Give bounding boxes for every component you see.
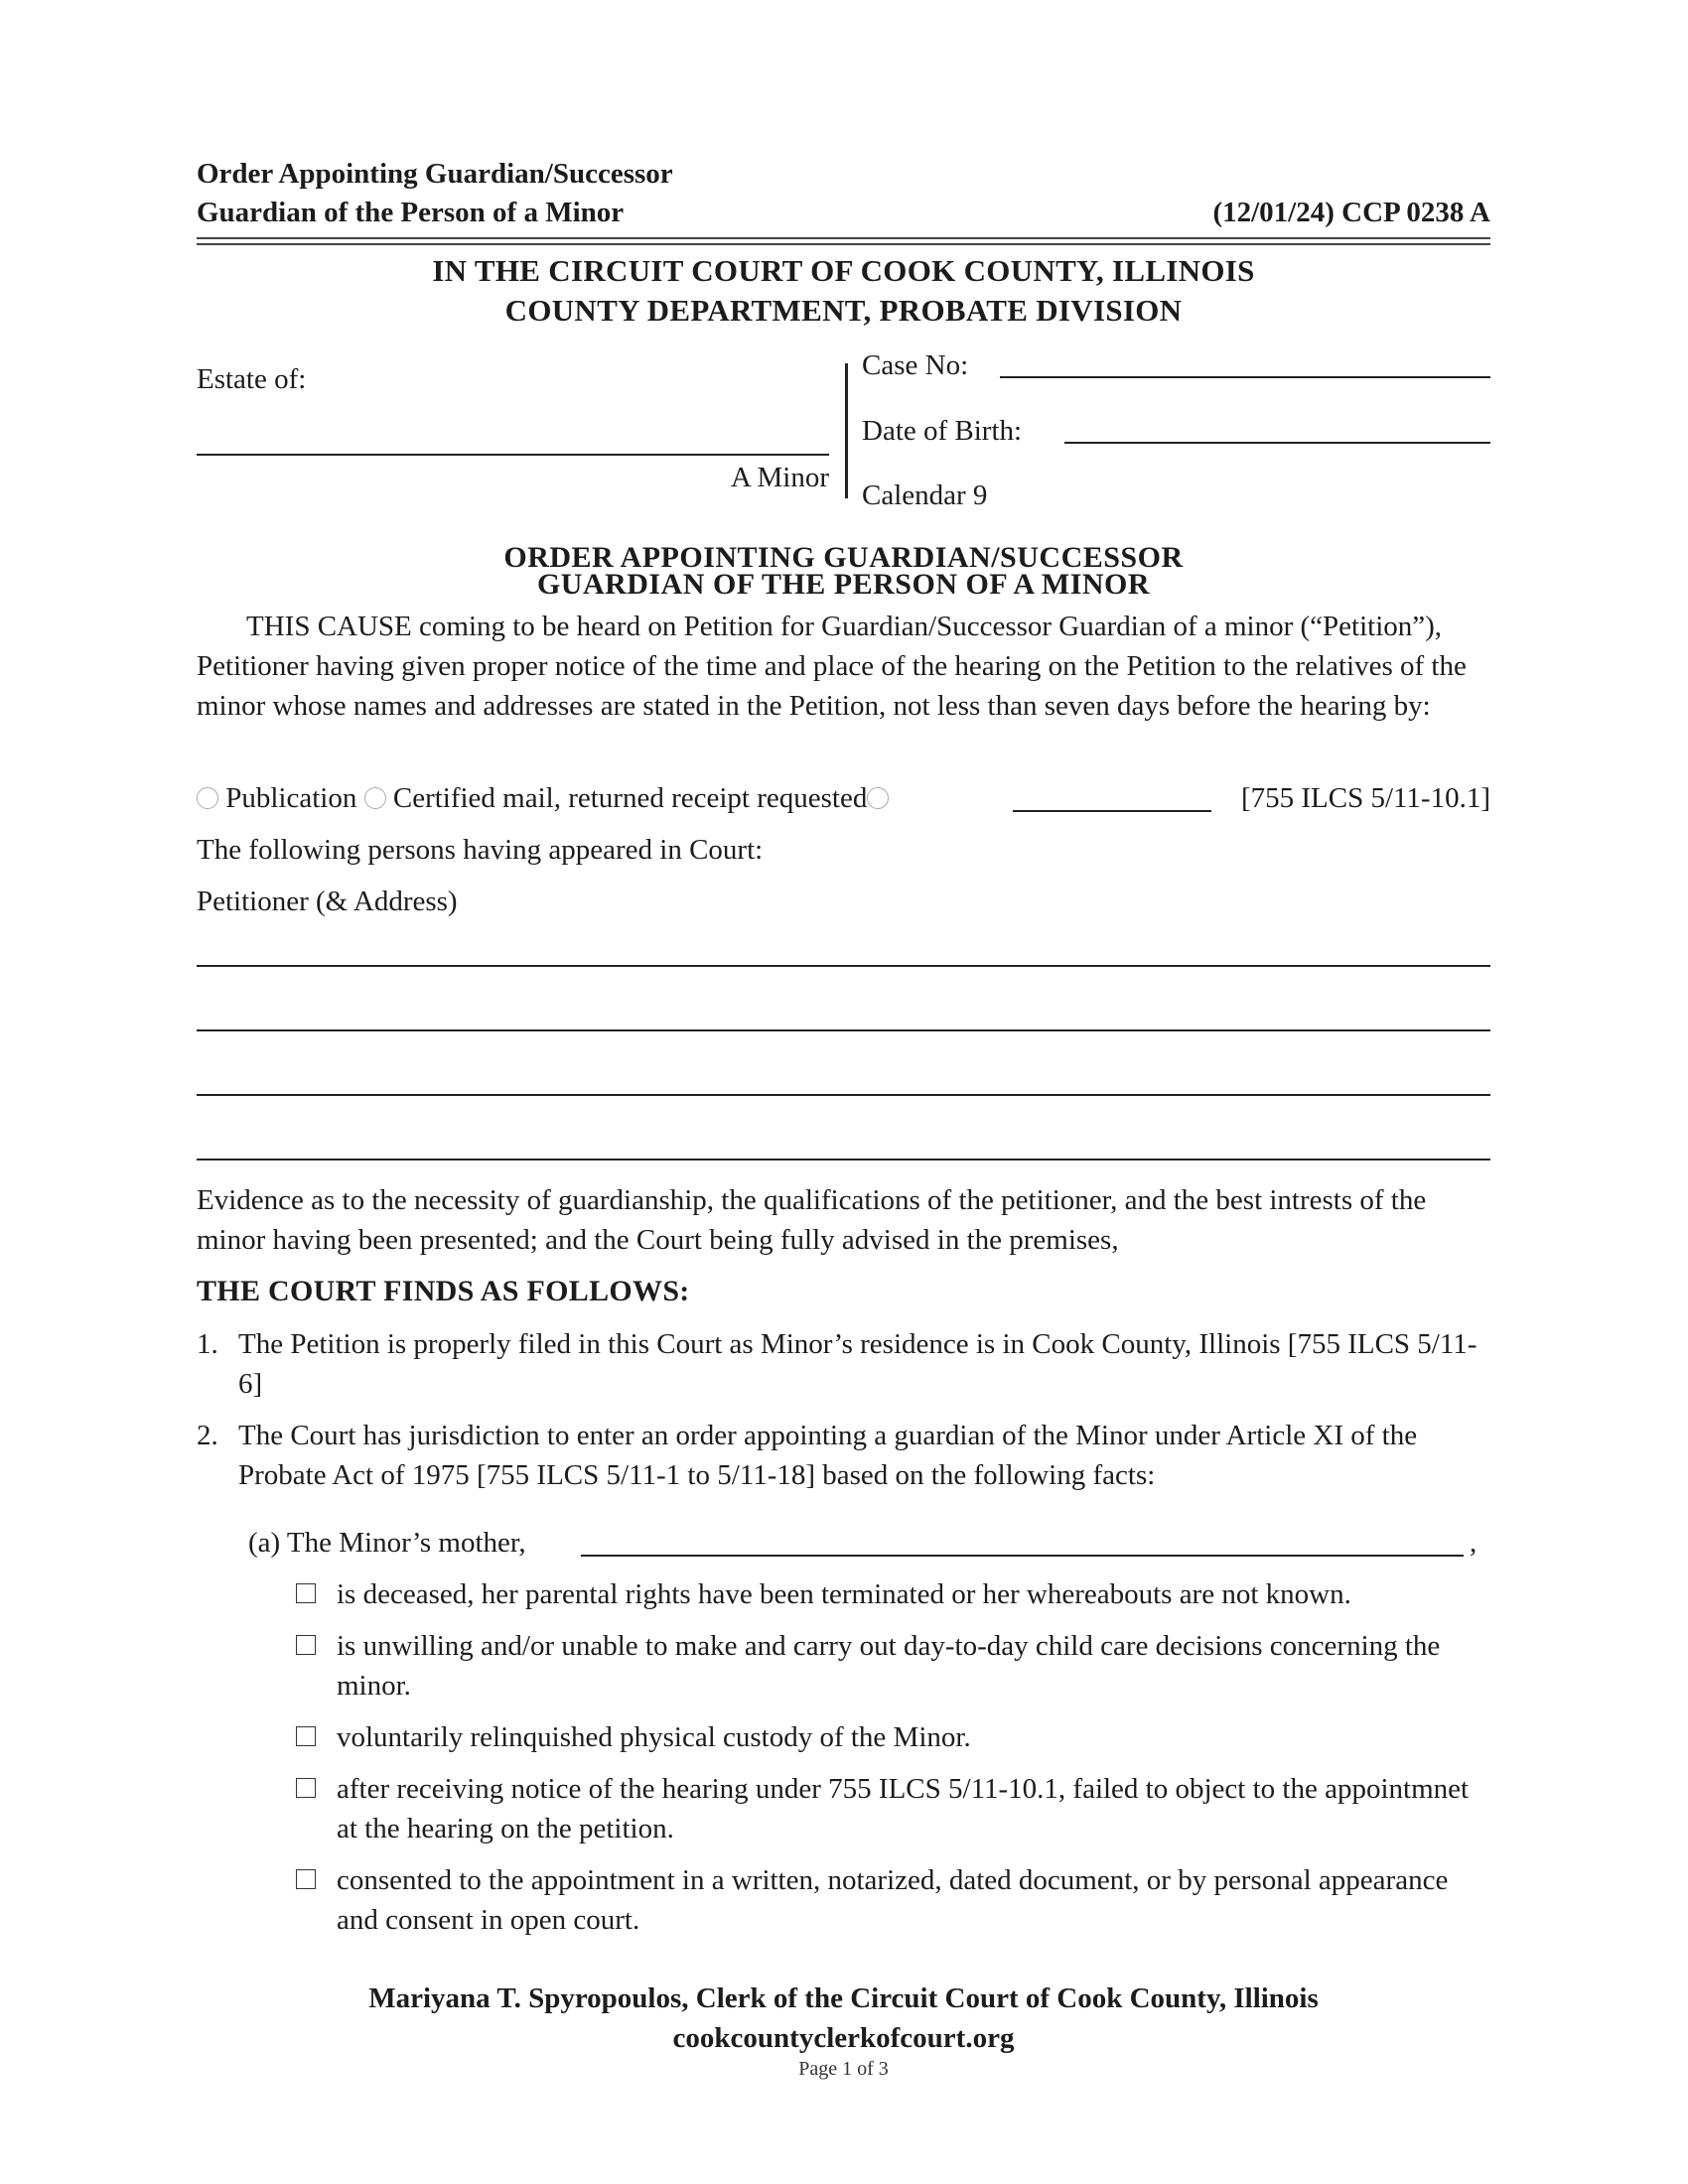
estate-name-field[interactable] [197,454,829,456]
findings-heading: THE COURT FINDS AS FOLLOWS: [197,1275,690,1307]
court-name-line2: COUNTY DEPARTMENT, PROBATE DIVISION [504,293,1183,328]
notice-citation: [755 ILCS 5/11-10.1] [1240,782,1490,814]
header-rule-bottom [197,243,1490,245]
footer-website[interactable]: cookcountyclerkofcourt.org [672,2022,1015,2054]
form-title-line1: Order Appointing Guardian/Successor [197,158,673,190]
publication-label: Publication [225,782,357,814]
mother-option-4-text: after receiving notice of the hearing under 755 ILCS 5/11-10.1, failed to object to the appointmnet at the hearing on the petition. [337,1773,1470,1844]
mother-option-5-checkbox[interactable] [296,1869,316,1893]
appeared-label: The following persons having appeared in Court: [197,834,764,866]
court-name-line1: IN THE CIRCUIT COURT OF COOK COUNTY, ILLINOIS [432,253,1255,288]
notice-options-row [197,778,889,818]
mother-option-5-text: consented to the appointment in a written, notarized, dated document, or by personal appearance and consent in open court. [337,1864,1449,1936]
case-no-label: Case No: [862,349,969,381]
page-number: Page 1 of 3 [798,2058,889,2080]
publication-radio[interactable] [197,787,218,809]
petitioner-label: Petitioner (& Address) [197,886,458,917]
mother-option-4-checkbox[interactable] [296,1778,316,1802]
certified-mail-radio[interactable] [364,787,386,809]
intro-paragraph: THIS CAUSE coming to be heard on Petition for Guardian/Successor Guardian of a minor (“Petition”), Petitioner having given proper notice of the time and place of the hearing on the Petition to the relatives of the minor whose names and addresses are stated in the Petition, not less than seven days before the hearing by: [197,611,1467,722]
certified-mail-label: Certified mail, returned receipt requested [392,782,868,814]
mother-option-3-checkbox[interactable] [296,1726,316,1750]
header-rule-top [197,237,1490,239]
mother-label: (a) The Minor’s mother, [248,1527,526,1559]
mother-option-1-checkbox[interactable] [296,1583,316,1607]
order-title-line1: ORDER APPOINTING GUARDIAN/SUCCESSOR [503,541,1184,574]
other-method-radio[interactable] [867,787,889,809]
form-title-line2: Guardian of the Person of a Minor [197,197,625,228]
form-code: (12/01/24) CCP 0238 A [1212,197,1490,228]
mother-comma: , [1470,1527,1477,1559]
finding-1-number: 1. [197,1328,218,1360]
caption-divider [845,363,848,498]
estate-label: Estate of: [197,363,307,395]
dob-field[interactable] [1064,442,1490,444]
finding-2-text: The Court has jurisdiction to enter an order appointing a guardian of the Minor under Article XI of the Probate Act of 1975 [755 ILCS 5/11-1 to 5/11-18] based on the following facts: [238,1420,1418,1491]
dob-label: Date of Birth: [862,415,1023,447]
mother-option-3-text: voluntarily relinquished physical custody of the Minor. [337,1721,971,1753]
calendar-label: Calendar 9 [862,479,988,511]
minor-label: A Minor [730,462,829,493]
order-title-line2: GUARDIAN OF THE PERSON OF A MINOR [536,568,1151,601]
mother-option-2-text: is unwilling and/or unable to make and carry out day-to-day child care decisions concerning the minor. [337,1630,1441,1702]
petitioner-line-3[interactable] [197,1094,1490,1096]
finding-2-number: 2. [197,1420,218,1451]
petitioner-line-4[interactable] [197,1159,1490,1160]
case-no-field[interactable] [1000,376,1490,378]
mother-name-field[interactable] [581,1555,1464,1557]
other-method-field[interactable] [1013,810,1211,812]
mother-option-1-text: is deceased, her parental rights have been terminated or her whereabouts are not known. [337,1578,1351,1610]
petitioner-line-2[interactable] [197,1029,1490,1031]
petitioner-line-1[interactable] [197,965,1490,967]
footer-clerk: Mariyana T. Spyropoulos, Clerk of the Circuit Court of Cook County, Illinois [368,1982,1319,2014]
mother-option-2-checkbox[interactable] [296,1635,316,1659]
finding-1-text: The Petition is properly filed in this Court as Minor’s residence is in Cook County, Illinois [755 ILCS 5/11-6] [238,1328,1477,1400]
evidence-paragraph: Evidence as to the necessity of guardianship, the qualifications of the petitioner, and the best intrests of the minor having been presented; and the Court being fully advised in the premises, [197,1184,1427,1256]
